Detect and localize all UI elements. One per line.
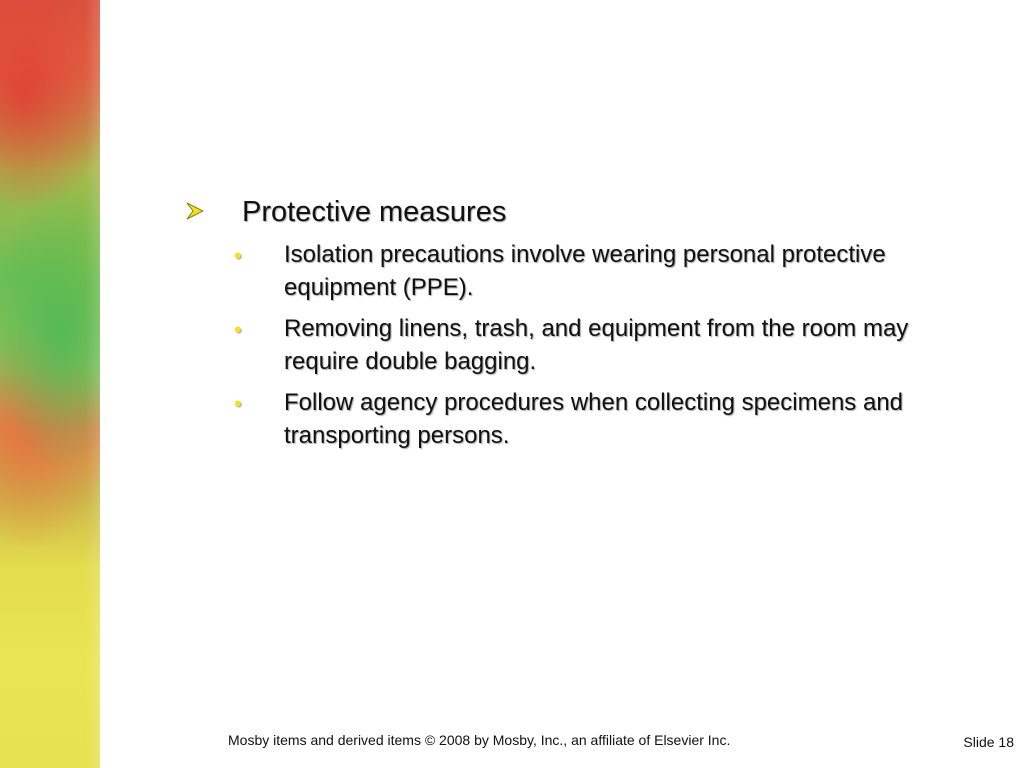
slide-number: Slide 18: [963, 734, 1014, 750]
bullet-text: Follow agency procedures when collecting specimens and transporting persons.: [284, 389, 904, 449]
slide-content: [180, 190, 980, 460]
bullet-item: [180, 312, 980, 378]
bullet-dot: •: [234, 391, 242, 416]
decorative-side-band: [0, 0, 100, 768]
bullet-text: Isolation precautions involve wearing personal protective equipment (PPE).: [284, 241, 886, 301]
bullet-item: [180, 238, 980, 304]
bullet-text: Removing linens, trash, and equipment from the room may require double bagging.: [284, 315, 909, 375]
arrowhead-bullet-icon: [186, 202, 204, 220]
level1-item: [180, 190, 980, 234]
heading-text: Protective measures: [242, 196, 507, 228]
bullet-dot: •: [234, 243, 242, 268]
copyright-footer: Mosby items and derived items © 2008 by Mosby, Inc., an affiliate of Elsevier Inc.: [228, 732, 731, 748]
bullet-dot: •: [234, 317, 242, 342]
bullet-item: [180, 386, 980, 452]
